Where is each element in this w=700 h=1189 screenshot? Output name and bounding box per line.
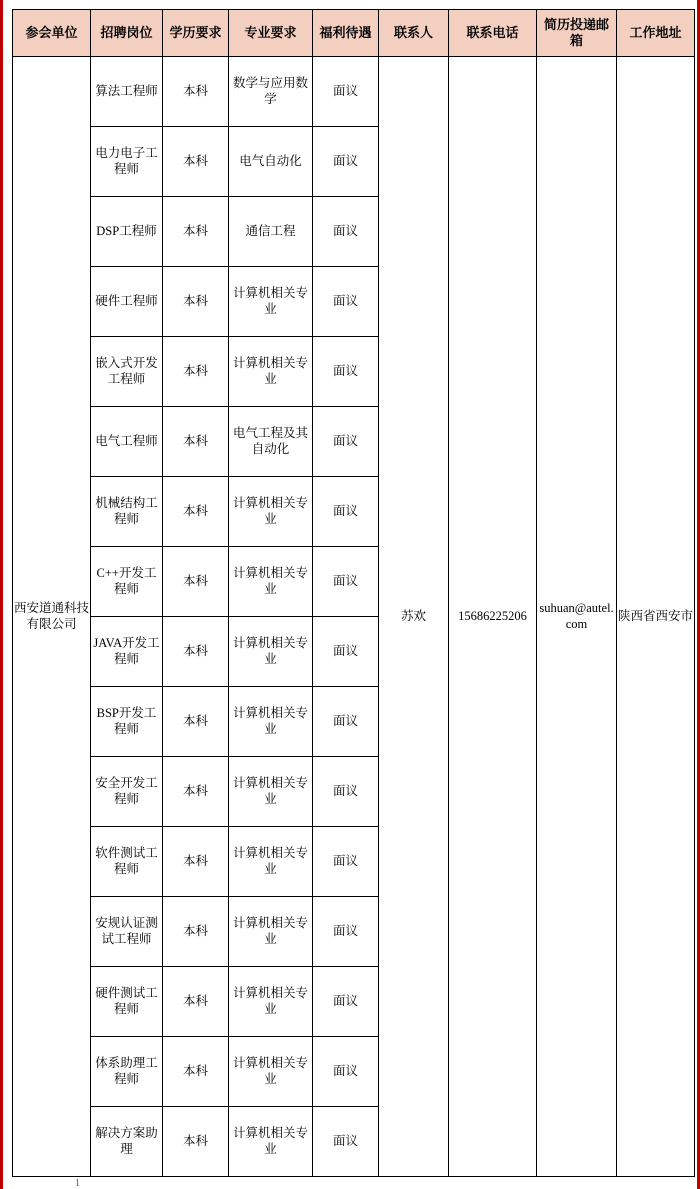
- cell-education: 本科: [163, 57, 229, 127]
- cell-major: 计算机相关专业: [229, 337, 313, 407]
- cell-post: BSP开发工程师: [91, 687, 163, 757]
- cell-company-name: 西安道通科技有限公司: [13, 57, 91, 1177]
- cell-benefits: 面议: [313, 897, 379, 967]
- cell-email: suhuan@autel.com: [537, 57, 617, 1177]
- cell-post: 硬件工程师: [91, 267, 163, 337]
- cell-post: C++开发工程师: [91, 547, 163, 617]
- cell-education: 本科: [163, 967, 229, 1037]
- jobs-table: [12, 9, 695, 1177]
- cell-benefits: 面议: [313, 967, 379, 1037]
- cell-major: 电气工程及其自动化: [229, 407, 313, 477]
- table-header-row: [13, 10, 695, 57]
- cell-post: 嵌入式开发工程师: [91, 337, 163, 407]
- cell-major: 计算机相关专业: [229, 477, 313, 547]
- column-header-address: 工作地址: [617, 10, 695, 57]
- cell-benefits: 面议: [313, 477, 379, 547]
- cell-education: 本科: [163, 1037, 229, 1107]
- cell-education: 本科: [163, 477, 229, 547]
- cell-post: JAVA开发工程师: [91, 617, 163, 687]
- cell-major: 计算机相关专业: [229, 967, 313, 1037]
- cell-post: 解决方案助理: [91, 1107, 163, 1177]
- jobs-table-container: [12, 9, 694, 1177]
- cell-major: 计算机相关专业: [229, 897, 313, 967]
- cell-post: 体系助理工程师: [91, 1037, 163, 1107]
- cell-benefits: 面议: [313, 547, 379, 617]
- cell-benefits: 面议: [313, 267, 379, 337]
- cell-major: 计算机相关专业: [229, 757, 313, 827]
- table-body: [13, 57, 695, 1177]
- cell-benefits: 面议: [313, 127, 379, 197]
- cell-post: 安规认证测试工程师: [91, 897, 163, 967]
- cell-address: 陕西省西安市: [617, 57, 695, 1177]
- cell-benefits: 面议: [313, 1037, 379, 1107]
- column-header-benefits: 福利待遇: [313, 10, 379, 57]
- column-header-unit: 参会单位: [13, 10, 91, 57]
- cell-education: 本科: [163, 617, 229, 687]
- cell-benefits: 面议: [313, 1107, 379, 1177]
- cell-education: 本科: [163, 337, 229, 407]
- cell-major: 计算机相关专业: [229, 267, 313, 337]
- cell-benefits: 面议: [313, 827, 379, 897]
- cell-benefits: 面议: [313, 687, 379, 757]
- column-header-email: 简历投递邮箱: [537, 10, 617, 57]
- column-header-post: 招聘岗位: [91, 10, 163, 57]
- cell-benefits: 面议: [313, 197, 379, 267]
- cell-benefits: 面议: [313, 407, 379, 477]
- cell-contact-person: 苏欢: [379, 57, 449, 1177]
- cell-education: 本科: [163, 407, 229, 477]
- cell-major: 电气自动化: [229, 127, 313, 197]
- cell-major: 计算机相关专业: [229, 617, 313, 687]
- cell-major: 通信工程: [229, 197, 313, 267]
- page-number: 1: [75, 1178, 80, 1189]
- cell-major: 计算机相关专业: [229, 687, 313, 757]
- cell-major: 数学与应用数学: [229, 57, 313, 127]
- cell-major: 计算机相关专业: [229, 827, 313, 897]
- cell-post: 硬件测试工程师: [91, 967, 163, 1037]
- cell-education: 本科: [163, 197, 229, 267]
- column-header-phone: 联系电话: [449, 10, 537, 57]
- cell-education: 本科: [163, 267, 229, 337]
- cell-post: DSP工程师: [91, 197, 163, 267]
- cell-education: 本科: [163, 757, 229, 827]
- cell-education: 本科: [163, 547, 229, 617]
- cell-post: 机械结构工程师: [91, 477, 163, 547]
- table-row: [13, 57, 695, 127]
- cell-post: 电力电子工程师: [91, 127, 163, 197]
- cell-education: 本科: [163, 827, 229, 897]
- cell-benefits: 面议: [313, 757, 379, 827]
- cell-education: 本科: [163, 897, 229, 967]
- cell-education: 本科: [163, 127, 229, 197]
- column-header-contact: 联系人: [379, 10, 449, 57]
- cell-phone: 15686225206: [449, 57, 537, 1177]
- cell-post: 软件测试工程师: [91, 827, 163, 897]
- column-header-education: 学历要求: [163, 10, 229, 57]
- cell-major: 计算机相关专业: [229, 1107, 313, 1177]
- cell-post: 算法工程师: [91, 57, 163, 127]
- cell-benefits: 面议: [313, 617, 379, 687]
- column-header-major: 专业要求: [229, 10, 313, 57]
- cell-benefits: 面议: [313, 57, 379, 127]
- cell-post: 安全开发工程师: [91, 757, 163, 827]
- cell-education: 本科: [163, 687, 229, 757]
- cell-major: 计算机相关专业: [229, 1037, 313, 1107]
- table-header: [13, 10, 695, 57]
- cell-education: 本科: [163, 1107, 229, 1177]
- cell-major: 计算机相关专业: [229, 547, 313, 617]
- cell-post: 电气工程师: [91, 407, 163, 477]
- cell-benefits: 面议: [313, 337, 379, 407]
